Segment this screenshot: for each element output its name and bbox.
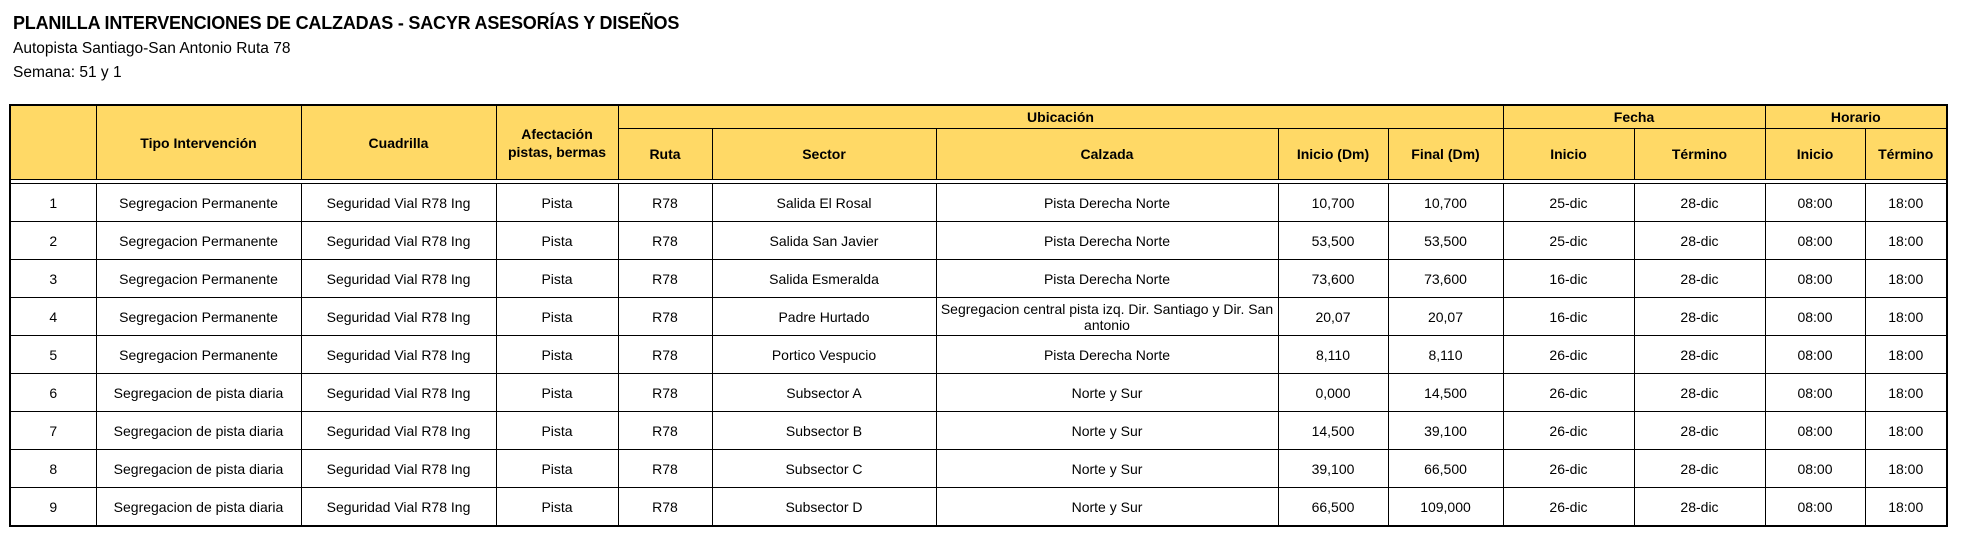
sector-cell: Subsector A [712,374,936,412]
final-dm-cell: 8,110 [1388,336,1503,374]
tipo-cell: Segregacion Permanente [96,260,301,298]
hora-termino-cell: 18:00 [1865,222,1947,260]
tipo-cell: Segregacion de pista diaria [96,412,301,450]
final-dm-cell: 66,500 [1388,450,1503,488]
calzada-cell: Norte y Sur [936,374,1278,412]
afectacion-cell: Pista [496,298,618,336]
table-row [10,298,1947,336]
fecha-inicio-cell: 26-dic [1503,336,1634,374]
ruta-cell: R78 [618,374,712,412]
hora-termino-cell: 18:00 [1865,184,1947,222]
ruta-cell: R78 [618,222,712,260]
hora-inicio-cell: 08:00 [1765,298,1865,336]
col-header-final-dm: Final (Dm) [1388,129,1503,180]
table-row [10,260,1947,298]
row-number-cell: 5 [10,336,96,374]
sector-cell: Subsector C [712,450,936,488]
inicio-dm-cell: 0,000 [1278,374,1388,412]
fecha-inicio-cell: 26-dic [1503,450,1634,488]
fecha-inicio-cell: 25-dic [1503,184,1634,222]
afectacion-cell: Pista [496,450,618,488]
ruta-cell: R78 [618,450,712,488]
calzada-cell: Pista Derecha Norte [936,222,1278,260]
fecha-inicio-cell: 26-dic [1503,488,1634,527]
hora-termino-cell: 18:00 [1865,260,1947,298]
row-number-cell: 6 [10,374,96,412]
hora-termino-cell: 18:00 [1865,336,1947,374]
final-dm-cell: 73,600 [1388,260,1503,298]
sector-cell: Salida San Javier [712,222,936,260]
tipo-cell: Segregacion de pista diaria [96,450,301,488]
header-row-top [10,105,1947,129]
inicio-dm-cell: 73,600 [1278,260,1388,298]
road-name: Autopista Santiago-San Antonio Ruta 78 [13,40,291,57]
fecha-inicio-cell: 16-dic [1503,298,1634,336]
fecha-termino-cell: 28-dic [1634,222,1765,260]
afectacion-cell: Pista [496,412,618,450]
group-header-horario: Horario [1765,105,1947,129]
hora-inicio-cell: 08:00 [1765,374,1865,412]
group-header-ubicacion: Ubicación [618,105,1503,129]
fecha-inicio-cell: 26-dic [1503,374,1634,412]
final-dm-cell: 14,500 [1388,374,1503,412]
week-label: Semana: 51 y 1 [13,64,122,81]
hora-inicio-cell: 08:00 [1765,184,1865,222]
final-dm-cell: 39,100 [1388,412,1503,450]
row-number-cell: 4 [10,298,96,336]
hora-inicio-cell: 08:00 [1765,488,1865,527]
ruta-cell: R78 [618,336,712,374]
sector-cell: Salida El Rosal [712,184,936,222]
cuadrilla-cell: Seguridad Vial R78 Ing [301,450,496,488]
tipo-cell: Segregacion Permanente [96,222,301,260]
hora-termino-cell: 18:00 [1865,298,1947,336]
final-dm-cell: 53,500 [1388,222,1503,260]
table-row [10,450,1947,488]
cuadrilla-cell: Seguridad Vial R78 Ing [301,222,496,260]
afectacion-cell: Pista [496,222,618,260]
calzada-cell: Norte y Sur [936,412,1278,450]
col-header-hora-inicio: Inicio [1765,129,1865,180]
cuadrilla-cell: Seguridad Vial R78 Ing [301,184,496,222]
col-header-afectacion: Afectación pistas, bermas [496,105,618,180]
cuadrilla-cell: Seguridad Vial R78 Ing [301,488,496,527]
table-row [10,184,1947,222]
page-title: PLANILLA INTERVENCIONES DE CALZADAS - SACYR ASESORÍAS Y DISEÑOS [13,13,680,33]
hora-termino-cell: 18:00 [1865,374,1947,412]
inicio-dm-cell: 8,110 [1278,336,1388,374]
hora-inicio-cell: 08:00 [1765,260,1865,298]
table-row [10,222,1947,260]
fecha-inicio-cell: 16-dic [1503,260,1634,298]
col-header-hora-termino: Término [1865,129,1947,180]
cuadrilla-cell: Seguridad Vial R78 Ing [301,374,496,412]
inicio-dm-cell: 53,500 [1278,222,1388,260]
inicio-dm-cell: 66,500 [1278,488,1388,527]
col-header-fecha-termino: Término [1634,129,1765,180]
sector-cell: Portico Vespucio [712,336,936,374]
ruta-cell: R78 [618,412,712,450]
table-row [10,488,1947,527]
afectacion-cell: Pista [496,184,618,222]
hora-termino-cell: 18:00 [1865,450,1947,488]
fecha-termino-cell: 28-dic [1634,184,1765,222]
row-number-cell: 9 [10,488,96,527]
table-body [10,180,1947,527]
calzada-cell: Norte y Sur [936,450,1278,488]
calzada-cell: Pista Derecha Norte [936,184,1278,222]
hora-termino-cell: 18:00 [1865,412,1947,450]
hora-inicio-cell: 08:00 [1765,336,1865,374]
calzada-cell: Pista Derecha Norte [936,260,1278,298]
afectacion-cell: Pista [496,336,618,374]
cuadrilla-cell: Seguridad Vial R78 Ing [301,336,496,374]
final-dm-cell: 20,07 [1388,298,1503,336]
calzada-cell: Pista Derecha Norte [936,336,1278,374]
table-row [10,336,1947,374]
fecha-inicio-cell: 26-dic [1503,412,1634,450]
fecha-termino-cell: 28-dic [1634,374,1765,412]
fecha-termino-cell: 28-dic [1634,450,1765,488]
fecha-inicio-cell: 25-dic [1503,222,1634,260]
row-number-cell: 1 [10,184,96,222]
row-number-cell: 8 [10,450,96,488]
hora-inicio-cell: 08:00 [1765,412,1865,450]
sector-cell: Padre Hurtado [712,298,936,336]
calzada-cell: Segregacion central pista izq. Dir. Santiago y Dir. San antonio [936,298,1278,336]
col-header-calzada: Calzada [936,129,1278,180]
row-number-cell: 2 [10,222,96,260]
hora-inicio-cell: 08:00 [1765,222,1865,260]
afectacion-cell: Pista [496,260,618,298]
tipo-cell: Segregacion Permanente [96,184,301,222]
col-header-sector: Sector [712,129,936,180]
tipo-cell: Segregacion de pista diaria [96,374,301,412]
sector-cell: Subsector B [712,412,936,450]
tipo-cell: Segregacion Permanente [96,298,301,336]
tipo-cell: Segregacion Permanente [96,336,301,374]
interventions-table [9,104,1948,527]
sector-cell: Subsector D [712,488,936,527]
col-header-tipo: Tipo Intervención [96,105,301,180]
inicio-dm-cell: 10,700 [1278,184,1388,222]
sector-cell: Salida Esmeralda [712,260,936,298]
cuadrilla-cell: Seguridad Vial R78 Ing [301,260,496,298]
ruta-cell: R78 [618,298,712,336]
inicio-dm-cell: 20,07 [1278,298,1388,336]
fecha-termino-cell: 28-dic [1634,336,1765,374]
cuadrilla-cell: Seguridad Vial R78 Ing [301,298,496,336]
inicio-dm-cell: 14,500 [1278,412,1388,450]
hora-inicio-cell: 08:00 [1765,450,1865,488]
calzada-cell: Norte y Sur [936,488,1278,527]
ruta-cell: R78 [618,488,712,527]
col-header-ruta: Ruta [618,129,712,180]
inicio-dm-cell: 39,100 [1278,450,1388,488]
cuadrilla-cell: Seguridad Vial R78 Ing [301,412,496,450]
ruta-cell: R78 [618,184,712,222]
table-row [10,412,1947,450]
col-header-inicio-dm: Inicio (Dm) [1278,129,1388,180]
tipo-cell: Segregacion de pista diaria [96,488,301,527]
afectacion-cell: Pista [496,374,618,412]
fecha-termino-cell: 28-dic [1634,298,1765,336]
col-header-fecha-inicio: Inicio [1503,129,1634,180]
final-dm-cell: 10,700 [1388,184,1503,222]
hora-termino-cell: 18:00 [1865,488,1947,527]
row-number-cell: 3 [10,260,96,298]
final-dm-cell: 109,000 [1388,488,1503,527]
row-number-cell: 7 [10,412,96,450]
fecha-termino-cell: 28-dic [1634,260,1765,298]
ruta-cell: R78 [618,260,712,298]
table-row [10,374,1947,412]
col-header-number [10,105,96,180]
fecha-termino-cell: 28-dic [1634,412,1765,450]
col-header-cuadrilla: Cuadrilla [301,105,496,180]
fecha-termino-cell: 28-dic [1634,488,1765,527]
afectacion-cell: Pista [496,488,618,527]
group-header-fecha: Fecha [1503,105,1765,129]
document-header [13,10,679,85]
